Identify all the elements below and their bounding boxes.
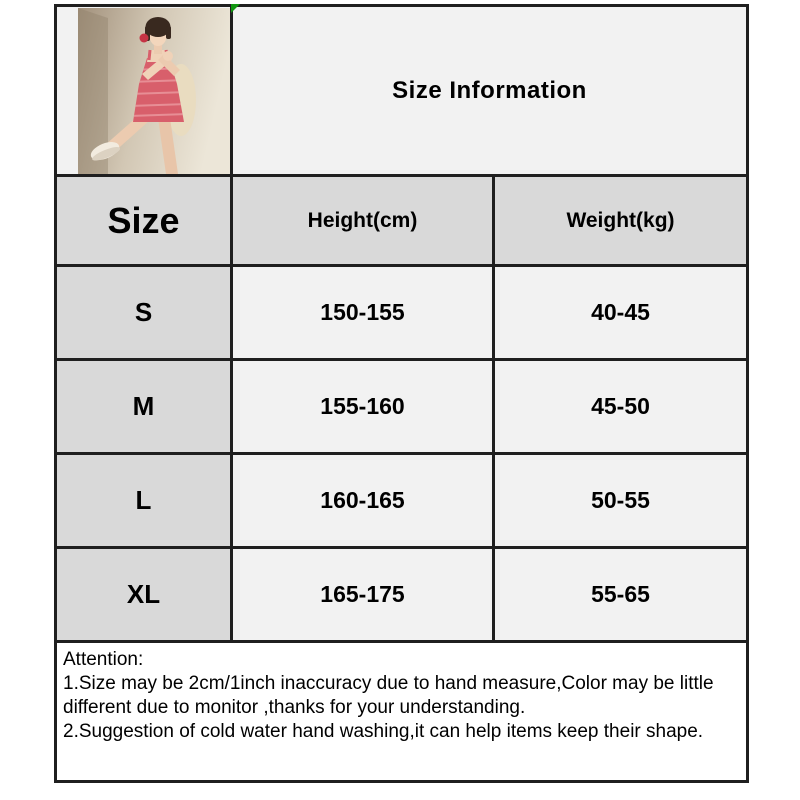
table-header-row bbox=[56, 176, 748, 266]
model-photo-cell bbox=[56, 6, 232, 176]
attention-note bbox=[56, 642, 748, 782]
column-header-weight: Weight(kg) bbox=[494, 176, 748, 266]
size-chart-sheet bbox=[54, 4, 746, 783]
title-row bbox=[56, 6, 748, 176]
column-header-height: Height(cm) bbox=[232, 176, 494, 266]
size-label-l: L bbox=[56, 454, 232, 548]
table-row-s bbox=[56, 266, 748, 360]
table-row-l bbox=[56, 454, 748, 548]
attention-row bbox=[56, 642, 748, 782]
height-range-m: 155-160 bbox=[232, 360, 494, 454]
table-row-m bbox=[56, 360, 748, 454]
green-corner-marker bbox=[231, 4, 240, 13]
attention-line-3: 2.Suggestion of cold water hand washing,it can help items keep their shape. bbox=[63, 721, 704, 742]
attention-line-2: different due to monitor ,thanks for your understanding. bbox=[63, 697, 526, 718]
weight-range-m: 45-50 bbox=[494, 360, 748, 454]
height-range-l: 160-165 bbox=[232, 454, 494, 548]
attention-line-1: 1.Size may be 2cm/1inch inaccuracy due to hand measure,Color may be little bbox=[63, 673, 714, 694]
weight-range-xl: 55-65 bbox=[494, 548, 748, 642]
size-chart-table bbox=[54, 4, 749, 783]
size-label-s: S bbox=[56, 266, 232, 360]
table-row-xl bbox=[56, 548, 748, 642]
size-label-xl: XL bbox=[56, 548, 232, 642]
model-photo-illustration bbox=[78, 8, 230, 174]
height-range-s: 150-155 bbox=[232, 266, 494, 360]
height-range-xl: 165-175 bbox=[232, 548, 494, 642]
attention-heading: Attention: bbox=[63, 649, 144, 670]
weight-range-l: 50-55 bbox=[494, 454, 748, 548]
page-title: Size Information bbox=[232, 6, 748, 176]
model-photo bbox=[78, 8, 230, 174]
column-header-size: Size bbox=[56, 176, 232, 266]
weight-range-s: 40-45 bbox=[494, 266, 748, 360]
size-label-m: M bbox=[56, 360, 232, 454]
